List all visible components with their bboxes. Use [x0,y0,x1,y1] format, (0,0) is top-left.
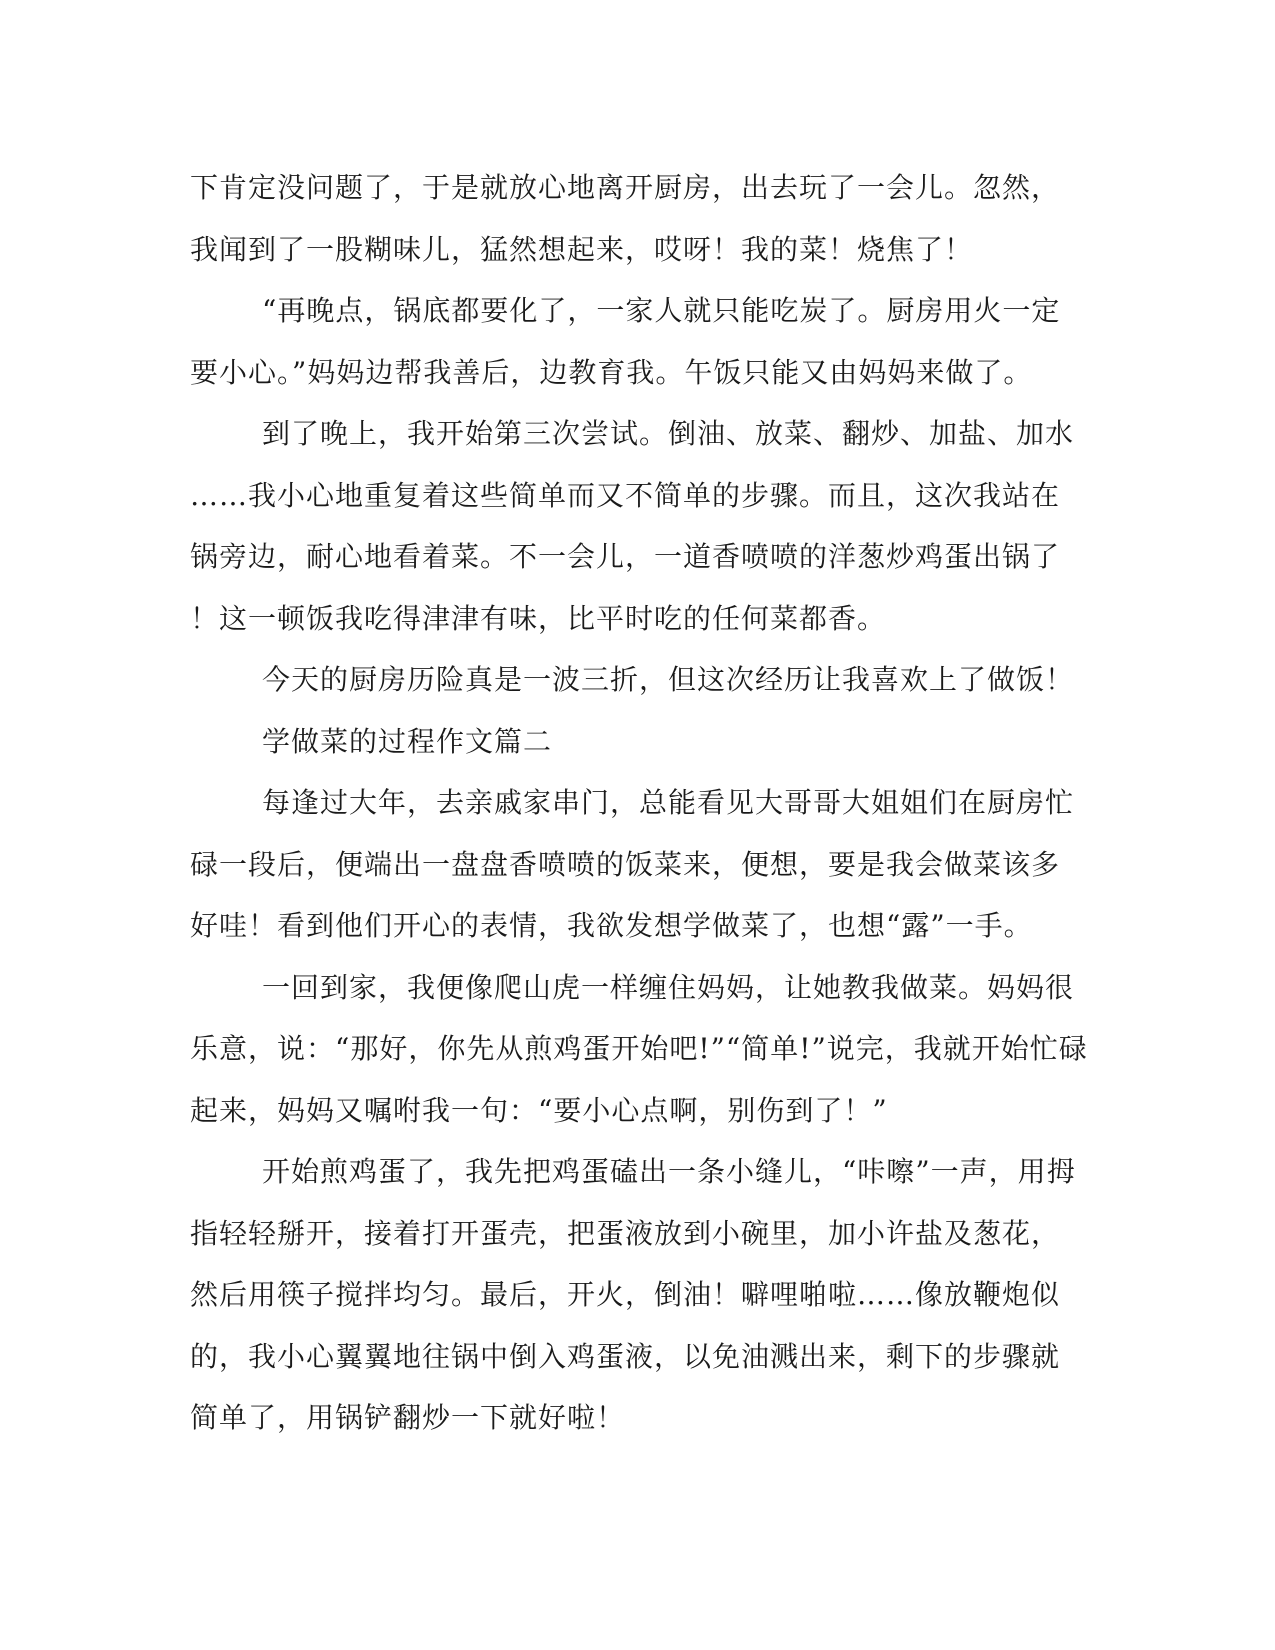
text-line: 学做菜的过程作文篇二 [262,724,553,758]
text-line: 锅旁边，耐心地看着菜。不一会儿，一道香喷喷的洋葱炒鸡蛋出锅了 [190,540,1061,573]
text-line: 要小心。”妈妈边帮我善后，边教育我。午饭只能又由妈妈来做了。 [190,355,1033,389]
text-line: “再晚点，锅底都要化了，一家人就只能吃炭了。厨房用火一定 [262,294,1061,327]
text-line: 到了晚上，我开始第三次尝试。倒油、放菜、翻炒、加盐、加水 [262,417,1075,450]
text-line: 好哇！看到他们开心的表情，我欲发想学做菜了，也想“露”一手。 [190,909,1033,942]
text-line: 然后用筷子搅拌均匀。最后，开火，倒油！噼哩啪啦……像放鞭炮似 [190,1278,1061,1311]
text-line: 碌一段后，便端出一盘盘香喷喷的饭菜来，便想，要是我会做菜该多 [190,847,1061,881]
text-line: 的，我小心翼翼地往锅中倒入鸡蛋液，以免油溅出来，剩下的步骤就 [190,1339,1061,1373]
text-line: ！这一顿饭我吃得津津有味，比平时吃的任何菜都香。 [190,601,887,635]
text-line: 开始煎鸡蛋了，我先把鸡蛋磕出一条小缝儿，“咔嚓”一声，用拇 [262,1155,1076,1188]
text-line: 乐意，说：“那好，你先从煎鸡蛋开始吧!”“简单!”说完，我就开始忙碌 [190,1032,1088,1065]
text-line: 起来，妈妈又嘱咐我一句：“要小心点啊，别伤到了！” [190,1093,888,1127]
text-line: 每逢过大年，去亲戚家串门，总能看见大哥哥大姐姐们在厨房忙 [262,786,1075,819]
text-line: 简单了，用锅铲翻炒一下就好啦！ [190,1401,626,1434]
text-line: 下肯定没问题了，于是就放心地离开厨房，出去玩了一会儿。忽然， [190,171,1061,204]
text-line: 一回到家，我便像爬山虎一样缠住妈妈，让她教我做菜。妈妈很 [262,970,1075,1004]
text-line: 今天的厨房历险真是一波三折，但这次经历让我喜欢上了做饭！ [262,663,1075,696]
text-line: 我闻到了一股糊味儿，猛然想起来，哎呀！我的菜！烧焦了！ [190,232,974,266]
text-line: ……我小心地重复着这些简单而又不简单的步骤。而且，这次我站在 [190,478,1061,512]
text-line: 指轻轻掰开，接着打开蛋壳，把蛋液放到小碗里，加小许盐及葱花， [190,1216,1061,1250]
essay-text [190,166,1090,1458]
